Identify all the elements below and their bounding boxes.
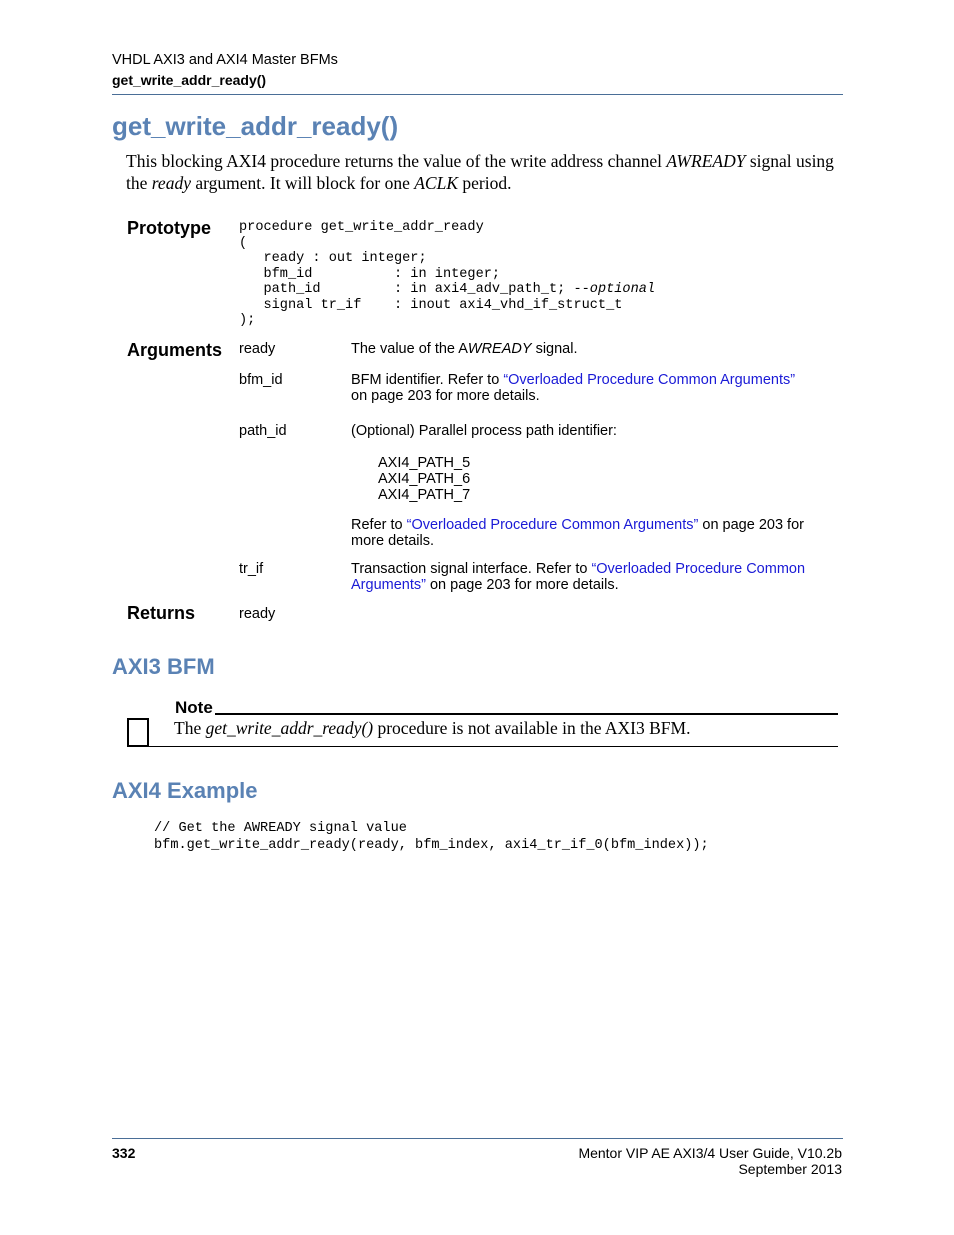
arg-path-id-refer: Refer to “Overloaded Procedure Common Arguments” on page 203 for more details. <box>351 517 804 549</box>
note-page-icon <box>127 717 149 747</box>
prototype-line: procedure get_write_addr_ready <box>239 220 484 235</box>
intro-paragraph: This blocking AXI4 procedure returns the value of the write address channel AWREADY signal using the ready argument. It will block for one ACLK period. <box>126 151 834 193</box>
arg-tr-if-desc: Transaction signal interface. Refer to “Overloaded Procedure Common Arguments” on page 203 for more details. <box>351 561 806 593</box>
note-top-rule <box>173 713 838 715</box>
arg-ready-name: ready <box>239 341 276 357</box>
prototype-line: ( <box>239 235 248 251</box>
arg-ready-desc: The value of the AWREADY signal. <box>351 341 578 357</box>
prototype-line: ready : out integer; <box>239 251 427 266</box>
overloaded-args-link[interactable]: “Overloaded Procedure Common Arguments” <box>406 517 699 533</box>
arg-path-id-name: path_id <box>239 423 287 439</box>
header-rule <box>112 94 843 95</box>
axi3-heading: AXI3 BFM <box>112 654 215 679</box>
path-value: AXI4_PATH_6 <box>378 471 471 487</box>
example-code <box>154 820 709 854</box>
note-text: The get_write_addr_ready() procedure is not available in the AXI3 BFM. <box>174 718 691 738</box>
arg-bfm-id-desc: BFM identifier. Refer to “Overloaded Procedure Common Arguments” on page 203 for more details. <box>351 372 796 404</box>
returns-label: Returns <box>127 603 196 623</box>
running-header-subtitle: get_write_addr_ready() <box>112 72 267 88</box>
returns-value: ready <box>239 606 276 622</box>
prototype-line: ); <box>239 313 256 328</box>
page-title: get_write_addr_ready() <box>112 111 399 141</box>
footer-doc-title: Mentor VIP AE AXI3/4 User Guide, V10.2b <box>578 1145 842 1161</box>
prototype-line: bfm_id : in integer; <box>239 266 501 282</box>
footer-rule <box>112 1138 843 1139</box>
path-value: AXI4_PATH_5 <box>378 455 471 471</box>
overloaded-args-link[interactable]: “Overloaded Procedure Common Arguments” <box>503 372 796 388</box>
overloaded-args-link-cont[interactable]: Arguments” <box>351 577 426 593</box>
page-number: 332 <box>112 1145 136 1161</box>
arguments-label: Arguments <box>127 340 223 360</box>
arg-bfm-id-name: bfm_id <box>239 372 283 388</box>
prototype-line-optional: path_id : in axi4_adv_path_t; --optional <box>239 282 656 297</box>
path-values-list <box>378 455 470 503</box>
arg-path-id-desc: (Optional) Parallel process path identifier: <box>351 423 617 439</box>
code-line: // Get the AWREADY signal value <box>154 821 407 836</box>
path-value: AXI4_PATH_7 <box>378 487 471 503</box>
footer-date: September 2013 <box>738 1161 842 1177</box>
arg-tr-if-name: tr_if <box>239 561 264 577</box>
prototype-code <box>239 220 655 329</box>
running-header-title: VHDL AXI3 and AXI4 Master BFMs <box>112 52 338 68</box>
code-line: bfm.get_write_addr_ready(ready, bfm_index, axi4_tr_if_0(bfm_index)); <box>154 838 709 853</box>
note-bottom-rule <box>127 746 838 747</box>
note-label: Note <box>175 698 213 717</box>
overloaded-args-link[interactable]: “Overloaded Procedure Common <box>591 561 806 577</box>
prototype-line: signal tr_if : inout axi4_vhd_if_struct_t <box>239 297 623 313</box>
prototype-label: Prototype <box>127 218 212 238</box>
axi4-heading: AXI4 Example <box>112 778 258 803</box>
